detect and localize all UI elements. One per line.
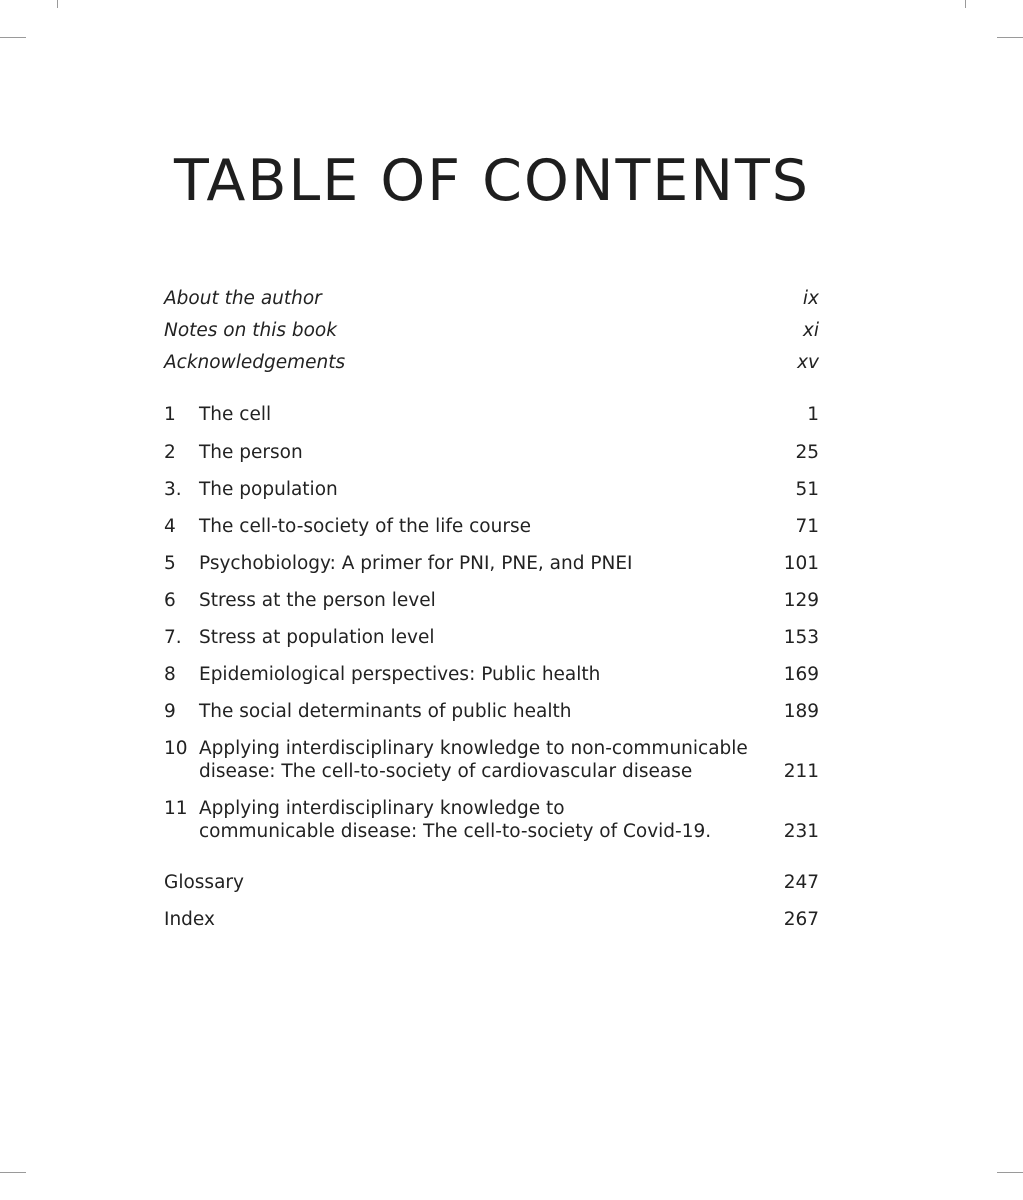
crop-mark-right-bottom [997, 1172, 1023, 1173]
page-title: TABLE OF CONTENTS [174, 148, 810, 214]
toc-chapter-number: 10 [164, 738, 188, 759]
toc-entry-title: About the author [164, 288, 322, 309]
toc-page-number: 247 [783, 872, 819, 893]
toc-chapter-item[interactable] [164, 515, 819, 538]
toc-chapter-number: 8 [164, 664, 176, 685]
toc-entry-title: Epidemiological perspectives: Public health [199, 664, 601, 685]
crop-mark-right-top [997, 37, 1023, 38]
toc-page-number: 211 [783, 761, 819, 782]
toc-chapter-item[interactable] [164, 478, 819, 501]
crop-mark-top-right [965, 0, 966, 8]
toc-chapter-item[interactable] [164, 737, 819, 783]
toc-page-number: xi [802, 320, 819, 341]
toc-page-number: 1 [807, 404, 819, 425]
toc-chapter-item[interactable] [164, 589, 819, 612]
toc-page-number: 231 [783, 821, 819, 842]
toc-page-number: ix [802, 288, 819, 309]
toc-chapter-number: 5 [164, 553, 176, 574]
toc-front-item[interactable] [164, 351, 819, 374]
toc-page-number: xv [797, 352, 819, 373]
crop-mark-left-bottom [0, 1172, 26, 1173]
toc-chapter-item[interactable] [164, 552, 819, 575]
toc-chapter-number: 2 [164, 442, 176, 463]
toc-entry-title: The person [199, 442, 303, 463]
toc-page-number: 129 [783, 590, 819, 611]
toc-entry-title: The social determinants of public health [199, 701, 572, 722]
toc-front-item[interactable] [164, 287, 819, 310]
toc-chapter-item[interactable] [164, 663, 819, 686]
toc-chapter-number: 6 [164, 590, 176, 611]
toc-entry-title: The cell-to-society of the life course [199, 516, 531, 537]
toc-chapter-item[interactable] [164, 797, 819, 843]
crop-mark-left-top [0, 37, 26, 38]
toc-page-number: 267 [783, 909, 819, 930]
toc-chapter-number: 1 [164, 404, 176, 425]
toc-entry-title: Stress at population level [199, 627, 435, 648]
toc-chapter-item[interactable] [164, 700, 819, 723]
toc-chapter-number: 3. [164, 479, 182, 500]
toc-chapter-item[interactable] [164, 626, 819, 649]
toc-page-number: 189 [783, 701, 819, 722]
toc-back-item[interactable] [164, 908, 819, 931]
toc-entry-title: Applying interdisciplinary knowledge to communicable disease: The cell-to-society of Covid-19. [199, 798, 712, 842]
crop-mark-top-left [57, 0, 58, 8]
toc-page-number: 153 [783, 627, 819, 648]
toc-chapter-number: 11 [164, 798, 188, 819]
toc-entry-title: The population [199, 479, 338, 500]
toc-page-number: 101 [783, 553, 819, 574]
toc-chapter-number: 4 [164, 516, 176, 537]
toc-entry-title: Glossary [164, 872, 244, 893]
toc-entry-title: Psychobiology: A primer for PNI, PNE, and PNEI [199, 553, 633, 574]
toc-entry-title: Applying interdisciplinary knowledge to non-communicable disease: The cell-to-society of cardiovascular disease [199, 738, 748, 782]
toc-entry-title: Stress at the person level [199, 590, 436, 611]
toc-page-number: 51 [795, 479, 819, 500]
toc-page-number: 71 [795, 516, 819, 537]
toc-chapter-number: 9 [164, 701, 176, 722]
toc-chapter-item[interactable] [164, 403, 819, 426]
toc-page-number: 25 [795, 442, 819, 463]
toc-page-number: 169 [783, 664, 819, 685]
toc-back-item[interactable] [164, 871, 819, 894]
toc-entry-title: The cell [199, 404, 272, 425]
toc-chapter-item[interactable] [164, 441, 819, 464]
toc-entry-title: Notes on this book [164, 320, 337, 341]
toc-entry-title: Index [164, 909, 215, 930]
toc-chapter-number: 7. [164, 627, 182, 648]
toc-front-item[interactable] [164, 319, 819, 342]
toc-entry-title: Acknowledgements [164, 352, 346, 373]
